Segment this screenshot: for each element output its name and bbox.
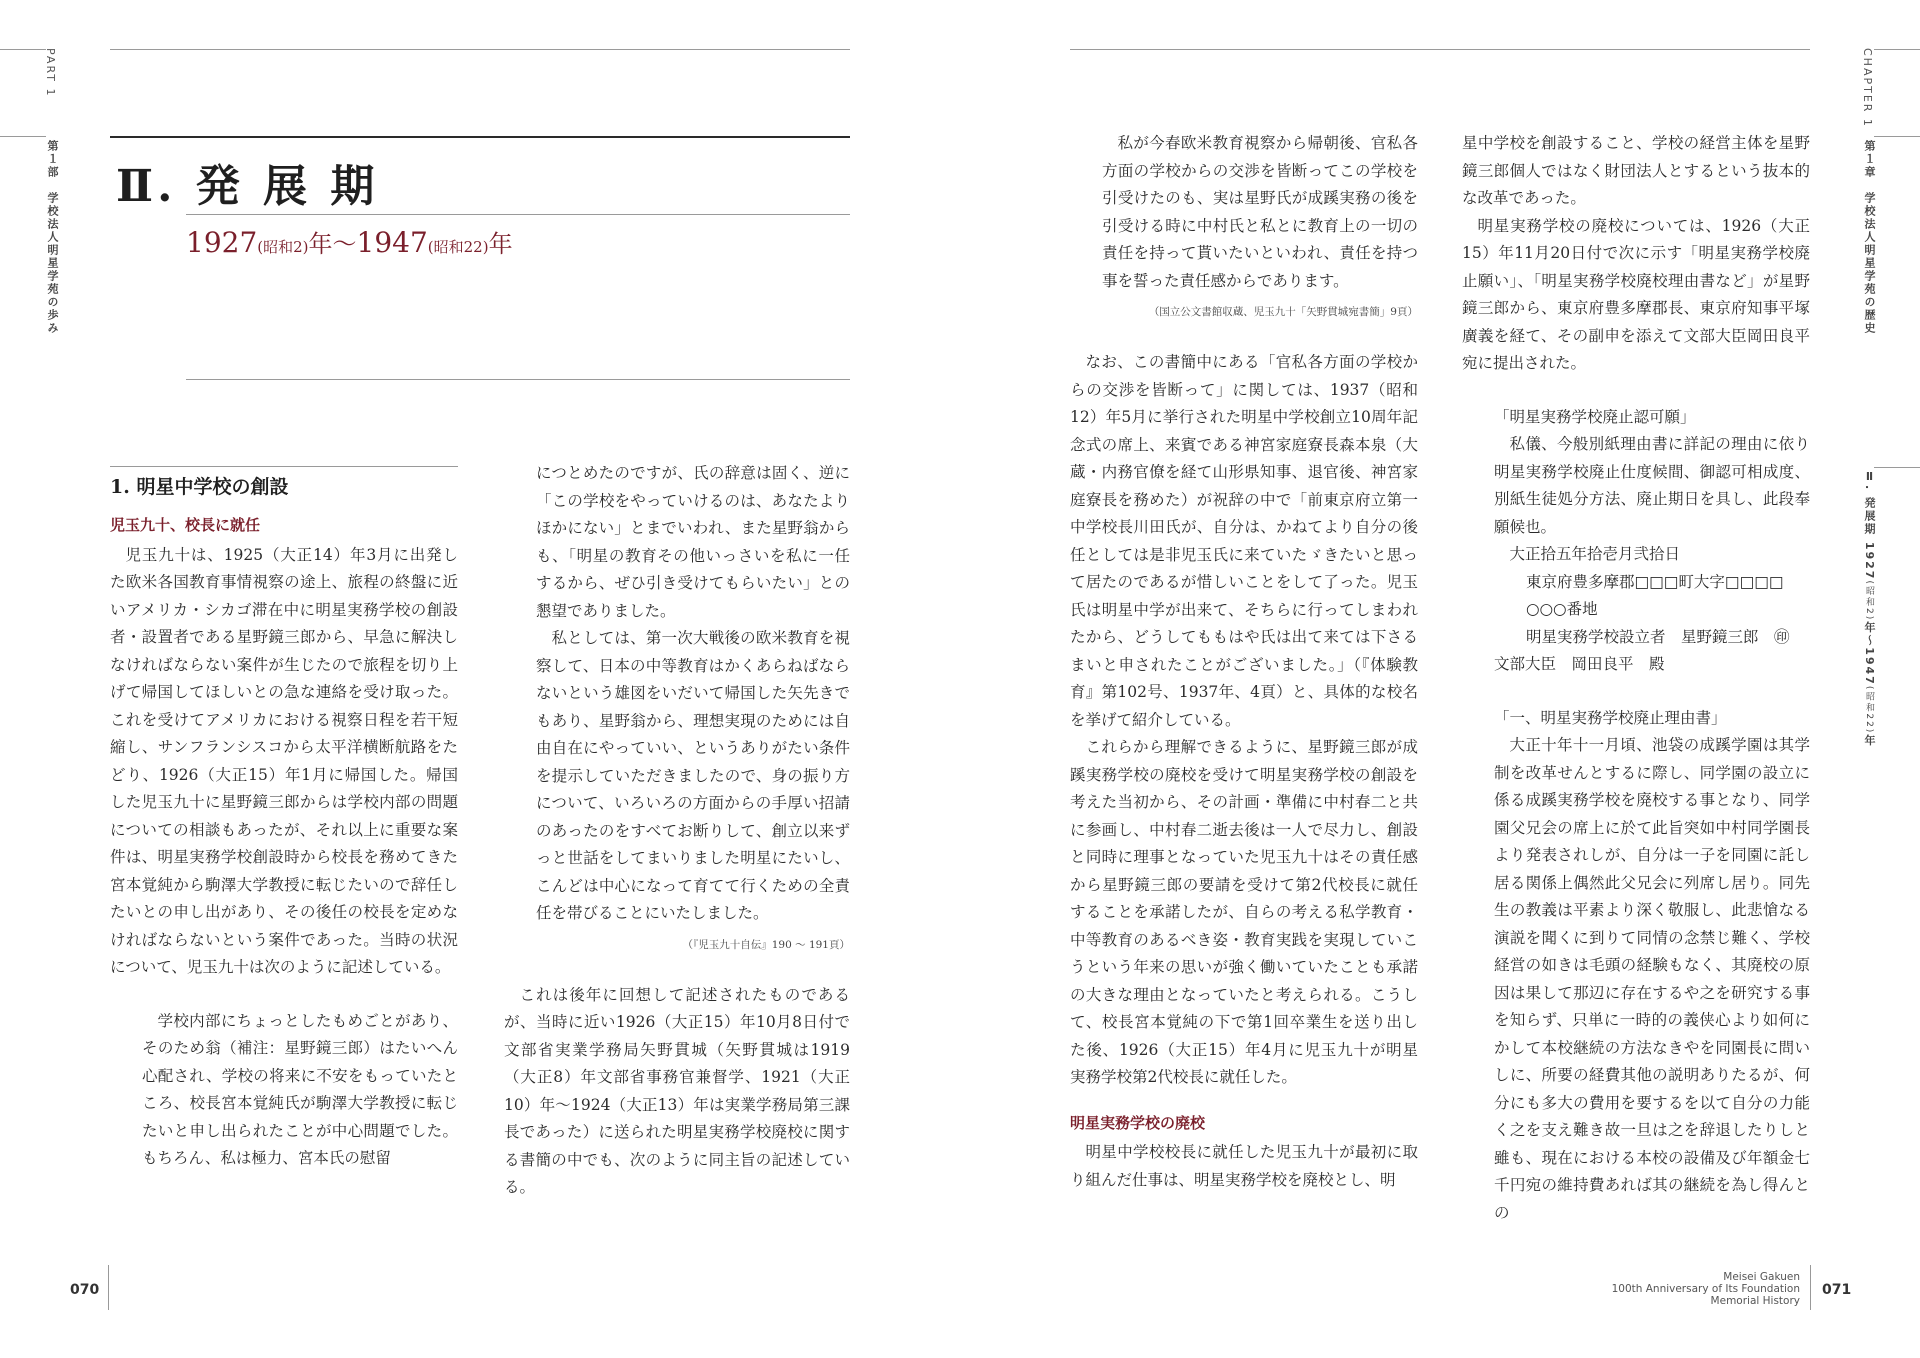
top-rule-left — [0, 49, 46, 50]
subtitle-era2: (昭和22) — [427, 238, 489, 256]
col2-quote-cont: につとめたのですが、氏の辞意は固く、逆に「この学校をやっていけるのは、あなたよりほかにない」とまでいわれ、また星野翁からも、「明星の教育その他いっさいを私に一任するから、ぜひ引き受けてもらいたい」との懇望でありました。 — [536, 464, 850, 620]
col3-gap — [1070, 323, 1418, 349]
col3-paragraph-3: 明星中学校校長に就任した児玉九十が最初に取り組んだ仕事は、明星実務学校を廃校とし、明 — [1070, 1143, 1418, 1189]
section-title: 1. 明星中学校の創設 — [110, 476, 289, 498]
column-2 — [504, 460, 850, 1202]
col2-quote-2: 私としては、第一次大戦後の欧米教育を視察して、日本の中等教育はかくあらねばならないという雄図をいだいて帰国した矢先きでもあり、星野翁から、理想実現のためには自由自在にやっていい、というありがたい条件を提示していただきましたので、身の振り方について、いろいろの方面からの手厚い招請のあったのをすべてお断りして、創立以来ずっと世話をしてまいりました明星にたいし、こんどは中心になって育てて行くための全責任を帯びることにいたしました。 — [536, 629, 850, 922]
doc1-addressee: 文部大臣 岡田良平 殿 — [1494, 655, 1665, 673]
page-number-right: 071 — [1822, 1282, 1852, 1298]
col3-citation: （国立公文書館収蔵、児玉九十「矢野貫城宛書簡」9頁） — [1148, 306, 1418, 318]
doc1-title: 「明星実務学校廃止認可願」 — [1494, 407, 1696, 426]
footer-line-1: Meisei Gakuen — [1723, 1271, 1800, 1283]
page-number-left: 070 — [70, 1282, 100, 1298]
col4-gap — [1462, 378, 1810, 404]
title-under-rule — [186, 214, 850, 215]
title-top-rule — [110, 136, 850, 138]
doc1-address-1: 東京府豊多摩郡□□□町大字□□□□ — [1526, 572, 1784, 591]
side-period-e: 年 — [1863, 734, 1876, 748]
footer-line-3: Memorial History — [1710, 1295, 1800, 1307]
doc1-signature: 明星実務学校設立者 星野鏡三郎 ㊞ — [1526, 627, 1790, 646]
section-rule — [110, 466, 458, 467]
side-period-label — [1861, 470, 1877, 747]
col3-paragraph-2: これらから理解できるように、星野鏡三郎が成蹊実務学校の廃校を受けて明星実務学校の創設を考えた当初から、その計画・準備に中村春二と共に参画し、中村春二逝去後は一人で尽力し、創設と同時に理事となっていた児玉九十はその責任感から星野鏡三郎の要請を受けて第2代校長に就任することを承諾したが、自らの考える私学教育・中等教育のあるべき姿・教育実践を実現していこうという年来の思いが強く働いていたことも承諾の大きな理由となっていたと考えられる。こうして、校長宮本覚純の下で第1回卒業生を送り出した後、1926（大正15）年4月に児玉九十が明星実務学校第2代校長に就任した。 — [1070, 738, 1418, 1086]
side-rule-right-2 — [1874, 467, 1920, 468]
col4-document-2 — [1462, 705, 1810, 1228]
page-title: Ⅱ. 発 展 期 — [116, 161, 379, 212]
col4-gap-2 — [1462, 679, 1810, 705]
side-period-d: (昭和22) — [1864, 685, 1874, 735]
top-rule-right-main — [1070, 49, 1810, 50]
side-part-label: PART 1 — [44, 48, 57, 98]
subtitle-era1: (昭和2) — [257, 238, 309, 256]
col4-paragraph-1: 明星実務学校の廃校については、1926（大正15）年11月20日付で次に示す「明星実務学校廃止願い」、「明星実務学校廃校理由書など」が星野鏡三郎から、東京府豊多摩郡長、東京府知事平塚廣義を経て、その副申を添えて文部大臣岡田良平宛に提出された。 — [1462, 216, 1810, 372]
side-rule-left — [0, 136, 46, 137]
footer-book-title — [1600, 1271, 1800, 1307]
col1-quote: 学校内部にちょっとしたもめごとがあり、そのため翁（補注：星野鏡三郎）はたいへん心配され、学校の将来に不安をもっていたところ、校長宮本覚純氏が駒澤大学教授に転じたいと申し出られたことが中心問題でした。もちろん、私は極力、宮本氏の慰留 — [142, 1011, 458, 1167]
side-period-b: (昭和2) — [1864, 580, 1874, 622]
col1-gap — [110, 982, 458, 1008]
side-period-a: Ⅱ. 発展期 1927 — [1863, 470, 1876, 581]
column-4 — [1462, 130, 1810, 1227]
col4-paragraph-0: 星中学校を創設すること、学校の経営主体を星野鏡三郎個人ではなく財団法人とするという抜本的な改革であった。 — [1462, 134, 1810, 207]
doc1-body: 私儀、今般別紙理由書に詳記の理由に依り明星実務学校廃止仕度候間、御認可相成度、別紙生徒処分方法、廃止期日を具し、此段奉願候也。 — [1494, 435, 1810, 536]
side-chapter-label: CHAPTER 1 — [1861, 48, 1874, 128]
side-rule-right-1 — [1874, 136, 1920, 137]
subtitle-year1: 1927 — [186, 226, 258, 259]
col1-paragraph-1: 児玉九十は、1925（大正14）年3月に出発した欧米各国教育事情視察の途上、旅程の終盤に近いアメリカ・シカゴ滞在中に明星実務学校の創設者・設置者である星野鏡三郎から、早急に解決しなければならない案件が生じたので旅程を切り上げて帰国してほしいとの急な連絡を受け取った。これを受けてアメリカにおける視察日程を若干短縮し、サンフランシスコから太平洋横断航路をたどり、1926（大正15）年1月に帰国した。帰国した児玉九十に星野鏡三郎からは学校内部の問題についての相談もあったが、それ以上に重要な案件は、明星実務学校創設時から校長を務めてきた宮本覚純から駒澤大学教授に転じたいので辞任したいとの申し出があり、その後任の校長を定めなければならないという案件であった。当時の状況について、児玉九十は次のように記述している。 — [110, 545, 458, 976]
col2-paragraph-1: これは後年に回想して記述されたものであるが、当時に近い1926（大正15）年10月8日付で文部省実業学務局矢野貫城（矢野貫城は1919（大正8）年文部省事務官兼督学、1921（大正10）年～1924（大正13）年は実業学務局第三課長であった）に送られた明星実務学校廃校に関する書簡の中でも、次のように同主旨の記述している。 — [504, 985, 850, 1196]
column-3 — [1070, 130, 1418, 1194]
col2-citation: （『児玉九十自伝』190 ～ 191頁） — [682, 938, 850, 951]
top-rule-left-main — [110, 49, 850, 50]
side-chapter-title: 第１章 学校法人明星学苑の歴史 — [1863, 140, 1876, 335]
footer-divider-right — [1810, 1265, 1811, 1310]
doc1-date: 大正拾五年拾壱月弐拾日 — [1509, 545, 1681, 563]
col4-document-1 — [1462, 404, 1810, 679]
side-period-c: 年～1947 — [1863, 621, 1876, 686]
footer-line-2: 100th Anniversary of Its Foundation — [1611, 1283, 1800, 1295]
subtitle-mid: 年～ — [308, 230, 357, 258]
subhead-kodama: 児玉九十、校長に就任 — [110, 516, 261, 534]
col2-gap — [504, 956, 850, 982]
footer-divider-left — [108, 1265, 109, 1310]
doc1-address-2: ○○○番地 — [1526, 600, 1598, 618]
col3-gap-2 — [1070, 1092, 1418, 1106]
top-rule-right — [1874, 49, 1920, 50]
subtitle-end: 年 — [488, 230, 513, 258]
subhead-closure: 明星実務学校の廃校 — [1070, 1113, 1206, 1132]
column-1 — [110, 470, 458, 1173]
title-bottom-rule — [186, 379, 850, 380]
side-part-title: 第１部 学校法人明星学苑の歩み — [46, 140, 59, 335]
doc2-title: 「一、明星実務学校廃止理由書」 — [1494, 708, 1727, 727]
doc2-body: 大正十年十一月頃、池袋の成蹊学園は其学制を改革せんとするに際し、同学園の設立に係る成蹊実務学校を廃校する事となり、同学園父兄会の席上に於て此旨突如中村同学園長より発表されしが、自分は一子を同園に託し居る関係上偶然此父兄会に列席し居り。同先生の教義は平素より深く敬服し、此悲愴なる演説を聞くに到りて同情の念禁じ難く、学校経営の如きは毛頭の経験もなく、其廃校の原因は果して那辺に存在するや之を研究する事を知らず、只単に一時的の義侠心より如何にかして本校継続の方法なきやを同園長に問いしに、所要の経費其他の説明ありたるが、何分にも多大の費用を要するを以て自分の力能く之を支え難き故一旦は之を辞退したりしと雖も、現在における本校の設備及び年額金七千円宛の維持費あれば其の継続を為し得んとの — [1494, 736, 1810, 1222]
col3-quote: 私が今春欧米教育視察から帰朝後、官私各方面の学校からの交渉を皆断ってこの学校を引受けたのも、実は星野氏が成蹊実務の後を引受ける時に中村氏と私とに教育上の一切の責任を持って貰いたいといわれ、責任を持つ事を誓った責任感からであります。 — [1102, 134, 1418, 290]
col3-paragraph-1: なお、この書簡中にある「官私各方面の学校からの交渉を皆断って」に関しては、1937（昭和12）年5月に挙行された明星中学校創立10周年記念式の席上、来賓である神宮家庭寮長森本泉（大蔵・内務官僚を経て山形県知事、退官後、神宮家庭寮長を務めた）が祝辞の中で「前東京府立第一中学校長川田氏が、自分は、かねてより自分の後任としては是非児玉氏に来ていたゞきたいと思って居たのであるが惜しいことをして了った。児玉氏は明星中学が出来て、そちらに行ってしまわれたから、どうしてももはや氏は出て来ては下さるまいと申されたことがございました。」（『体験教育』第102号、1937年、4頁）と、具体的な校名を挙げて紹介している。 — [1070, 353, 1418, 729]
subtitle-year2: 1947 — [356, 226, 428, 259]
page-subtitle — [186, 224, 513, 259]
